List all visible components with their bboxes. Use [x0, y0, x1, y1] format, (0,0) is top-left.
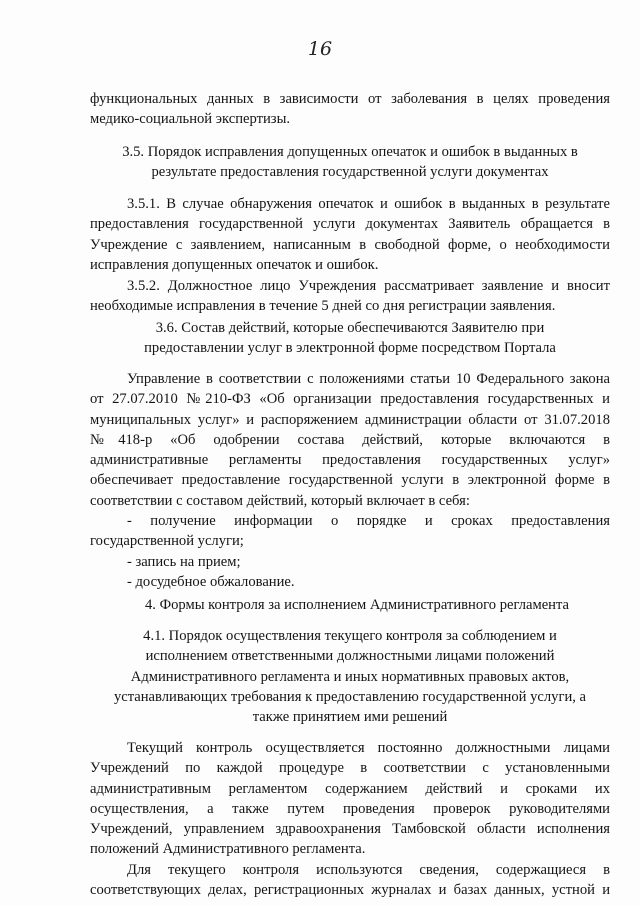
- text-line: административные регламенты предоставления государственных услуг»: [90, 452, 610, 469]
- list-item: - получение информации о порядке и сроках предоставления: [127, 513, 610, 529]
- text-line: административным регламентом содержанием действий и сроками их: [90, 780, 610, 797]
- text-line: исправления допущенных опечаток и ошибок.: [90, 256, 379, 273]
- heading-line: исполнением ответственными должностными лицами положений: [145, 648, 555, 665]
- text-line: Учреждений, управлением здравоохранения Тамбовской области исполнения: [90, 821, 610, 838]
- heading-3-5: [90, 142, 610, 183]
- text-line: осуществления, а также путем проведения проверок руководителями: [90, 800, 610, 817]
- text-line: Управление в соответствии с положениями статьи 10 Федерального закона: [127, 371, 610, 387]
- heading-line: 3.5. Порядок исправления допущенных опечаток и ошибок в выданных в: [122, 144, 578, 160]
- text-line: Учреждений по каждой процедуре в соответствии с установленными: [90, 760, 610, 777]
- text-line: муниципальных услуг» и распоряжением администрации области от 31.07.2018: [90, 411, 610, 428]
- text-line: Для текущего контроля используются сведения, содержащиеся в: [127, 862, 610, 878]
- list-item-continuation: государственной услуги;: [90, 533, 244, 550]
- action-list: [90, 511, 610, 592]
- heading-line: результате предоставления государственной услуги документах: [151, 164, 549, 181]
- heading-line: устанавливающих требования к предоставлению государственной услуги, а: [113, 688, 587, 705]
- heading-4: [90, 595, 610, 615]
- text-line: медико-социальной экспертизы.: [90, 111, 291, 128]
- text-line: Учреждение с заявлением, написанным в свободной форме, о необходимости: [90, 236, 610, 253]
- paragraph-intro: [90, 89, 610, 130]
- paragraph-3-5-1: [90, 194, 610, 275]
- paragraph-3-6: [90, 369, 610, 511]
- text-line: предоставления государственной услуги документах Заявитель обращается в: [90, 216, 610, 233]
- page-number: 16: [307, 38, 333, 60]
- paragraph-3-5-2: [90, 276, 610, 317]
- heading-4-1: [90, 626, 610, 727]
- heading-line: 3.6. Состав действий, которые обеспечиваются Заявителю при: [155, 320, 545, 336]
- text-line: положений Административного регламента.: [90, 841, 366, 858]
- text-line: 3.5.1. В случае обнаружения опечаток и ошибок в выданных в результате: [127, 196, 610, 212]
- text-line: функциональных данных в зависимости от заболевания в целях проведения: [90, 91, 610, 107]
- paragraph-4-1-a: [90, 738, 610, 860]
- text-line: от 27.07.2010 №210-ФЗ «Об организации предоставления государственных и: [90, 391, 610, 408]
- text-line: Текущий контроль осуществляется постоянно должностными лицами: [127, 740, 610, 756]
- heading-line: предоставлении услуг в электронной форме посредством Портала: [144, 340, 556, 357]
- heading-line: 4. Формы контроля за исполнением Административного регламента: [145, 597, 570, 613]
- heading-line: 4.1. Порядок осуществления текущего контроля за соблюдением и: [143, 628, 557, 644]
- list-item: - запись на прием;: [127, 553, 241, 570]
- text-line: соответствии с составом действий, который включает в себя:: [90, 492, 470, 509]
- heading-line: Административного регламента и иных нормативных правовых актов,: [130, 668, 570, 685]
- text-line: соответствующих делах, регистрационных журналах и базах данных, устной и: [90, 882, 610, 899]
- text-line: обеспечивает предоставление государственной услуги в электронной форме в: [90, 472, 610, 489]
- text-line: 3.5.2. Должностное лицо Учреждения рассматривает заявление и вносит: [127, 278, 610, 294]
- list-item: - досудебное обжалование.: [127, 573, 295, 590]
- heading-line: также принятием ими решений: [252, 709, 448, 726]
- text-line: необходимые исправления в течение 5 дней со дня регистрации заявления.: [90, 298, 556, 315]
- paragraph-4-1-b: [90, 860, 610, 901]
- heading-3-6: [90, 318, 610, 359]
- text-line: №418-р «Об одобрении состава действий, которые включаются в: [90, 431, 610, 448]
